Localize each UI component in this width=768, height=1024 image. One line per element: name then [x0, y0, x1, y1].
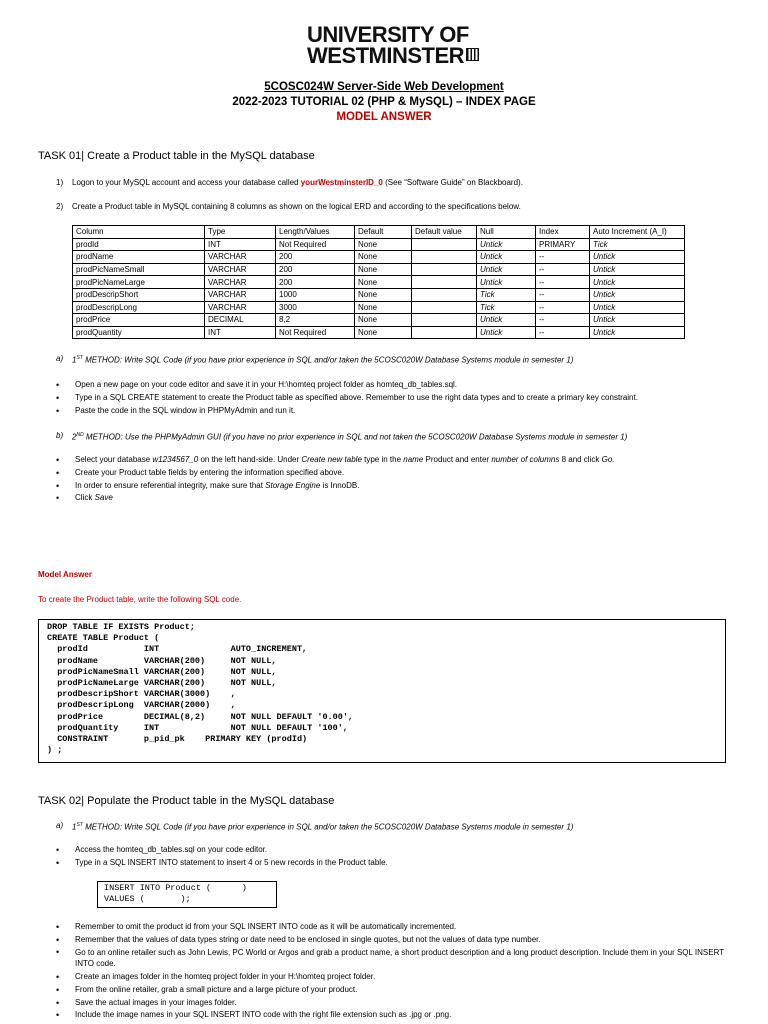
- sql-create-code-block: [38, 619, 726, 763]
- list-item: [56, 492, 736, 505]
- cell-default: None: [355, 326, 412, 339]
- cell-column: prodName: [73, 251, 205, 264]
- cell-default-value: [412, 238, 477, 251]
- method-a-number: 1: [72, 355, 77, 365]
- list-item: [56, 454, 736, 467]
- cell-default-value: [412, 276, 477, 289]
- text: type in the: [361, 455, 404, 464]
- cell-null: Tick: [477, 301, 536, 314]
- text: Click: [75, 493, 95, 503]
- list-item: • From the online retailer, grab a small picture and a large picture of your product.: [56, 984, 736, 997]
- cell-index: --: [536, 276, 590, 289]
- method-a-text: METHOD: Write SQL Code (if you have prior experience in SQL and/or taken the 5COSC020W Database Systems module in semester 1): [82, 355, 574, 365]
- method-b-label: b): [56, 431, 64, 440]
- table-header-cell: Index: [536, 226, 590, 239]
- cell-default: None: [355, 301, 412, 314]
- list-item: • Include the image names in your SQL INSERT INTO code with the right file extension such as .jpg or .png.: [56, 1009, 736, 1022]
- table-row: [73, 238, 685, 251]
- cell-default: None: [355, 314, 412, 327]
- cell-null: Tick: [477, 288, 536, 301]
- product-spec-table: [72, 225, 685, 339]
- task2-bullets-1: [56, 844, 736, 870]
- database-name: w1234567_0: [152, 455, 199, 464]
- ui-label: name: [403, 455, 424, 464]
- cell-auto-increment: Untick: [590, 251, 685, 264]
- ui-label: Go.: [601, 455, 615, 464]
- list-item: • Create your Product table fields by entering the information specified above.: [56, 467, 736, 480]
- cell-default: None: [355, 288, 412, 301]
- table-header-cell: Default value: [412, 226, 477, 239]
- list-item: • Remember to omit the product id from your SQL INSERT INTO code as it will be automatically incremented.: [56, 921, 736, 934]
- cell-default-value: [412, 314, 477, 327]
- table-header-cell: Auto Increment (A_I): [590, 226, 685, 239]
- step1-number: 1): [56, 178, 64, 187]
- cell-length: Not Required: [276, 238, 355, 251]
- task1-method-a: [56, 353, 574, 365]
- task2-method-a: [56, 820, 574, 832]
- method-a-number: 1: [72, 822, 77, 832]
- text: Product and enter: [423, 455, 492, 464]
- table-header-cell: Type: [205, 226, 276, 239]
- model-answer-label: Model Answer: [38, 570, 92, 579]
- logo-portcullis-icon: [466, 48, 479, 61]
- cell-index: --: [536, 251, 590, 264]
- cell-length: 200: [276, 251, 355, 264]
- university-logo: [307, 24, 482, 66]
- table-row: [73, 326, 685, 339]
- method-b-number: 2: [72, 432, 77, 442]
- model-answer-intro: To create the Product table, write the following SQL code.: [38, 595, 242, 604]
- table-header-cell: Null: [477, 226, 536, 239]
- cell-index: --: [536, 288, 590, 301]
- table-row: [73, 301, 685, 314]
- text: on the left hand-side. Under: [198, 455, 302, 464]
- table-row: [73, 251, 685, 264]
- cell-type: VARCHAR: [205, 301, 276, 314]
- method-a-text: METHOD: Write SQL Code (if you have prior experience in SQL and/or taken the 5COSC020W Database Systems module in semester 1): [82, 822, 574, 832]
- list-item: • Paste the code in the SQL window in PHPMyAdmin and run it.: [56, 405, 736, 418]
- ui-label: Create new table: [301, 455, 362, 464]
- cell-index: --: [536, 314, 590, 327]
- cell-length: 1000: [276, 288, 355, 301]
- task1-method-b: [56, 430, 628, 442]
- cell-auto-increment: Untick: [590, 314, 685, 327]
- task1-step1: [56, 177, 523, 188]
- task1-heading: TASK 01| Create a Product table in the MySQL database: [38, 150, 315, 162]
- cell-column: prodId: [73, 238, 205, 251]
- course-title: 5COSC024W Server-Side Web Development: [264, 81, 504, 93]
- cell-index: --: [536, 263, 590, 276]
- list-item: • Remember that the values of data types string or date need to be enclosed in single quotes, but not the values of data type number.: [56, 934, 736, 947]
- cell-null: Untick: [477, 326, 536, 339]
- list-item: • Type in a SQL INSERT INTO statement to insert 4 or 5 new records in the Product table.: [56, 857, 736, 870]
- method-a-bullets: [56, 379, 736, 417]
- ui-label: Save: [94, 493, 113, 503]
- task2-heading: TASK 02| Populate the Product table in the MySQL database: [38, 795, 335, 807]
- cell-length: 8,2: [276, 314, 355, 327]
- cell-length: 3000: [276, 301, 355, 314]
- cell-type: VARCHAR: [205, 276, 276, 289]
- model-answer-title: MODEL ANSWER: [336, 111, 432, 123]
- list-item: • Create an images folder in the homteq project folder in your H:\homteq project folder.: [56, 971, 736, 984]
- ui-label: number of columns: [491, 455, 560, 464]
- method-b-bullets: [56, 454, 736, 505]
- cell-length: 200: [276, 276, 355, 289]
- table-header-cell: Column: [73, 226, 205, 239]
- sql-insert-code: INSERT INTO Product ( ) VALUES ( );: [104, 883, 247, 904]
- cell-default-value: [412, 288, 477, 301]
- sql-create-code: DROP TABLE IF EXISTS Product; CREATE TABLE Product ( prodId INT AUTO_INCREMENT, prodName VARCHAR(200) NOT NULL, prodPicNameSmall VARCHAR(200) NOT NULL, prodPicNameLarge VARCHAR(200) NOT NULL, prodDescripShort VARCHAR(3000) , prodDescripLong VARCHAR(2000) , prodPrice DECIMAL(8,2) NOT NULL DEFAULT '0.00', prodQuantity INT NOT NULL DEFAULT '100', CONSTRAINT p_pid_pk PRIMARY KEY (prodId) ) ;: [47, 622, 354, 756]
- sql-insert-code-block: [97, 881, 277, 908]
- cell-column: prodPicNameSmall: [73, 263, 205, 276]
- cell-auto-increment: Untick: [590, 288, 685, 301]
- list-item: [56, 480, 736, 493]
- cell-column: prodDescripShort: [73, 288, 205, 301]
- table-row: [73, 314, 685, 327]
- cell-index: --: [536, 301, 590, 314]
- cell-length: Not Required: [276, 326, 355, 339]
- method-b-text: METHOD: Use the PHPMyAdmin GUI (if you have no prior experience in SQL and not taken the 5COSC020W Database Systems module in semester 1): [83, 432, 628, 442]
- cell-column: prodQuantity: [73, 326, 205, 339]
- step1-text-end: (See “Software Guide” on Blackboard).: [382, 178, 523, 187]
- method-a-ordinal: ST: [76, 822, 83, 828]
- cell-default-value: [412, 326, 477, 339]
- table-header-cell: Default: [355, 226, 412, 239]
- step2-number: 2): [56, 202, 64, 211]
- cell-null: Untick: [477, 251, 536, 264]
- step1-database-name: yourWestminsterID_0: [300, 178, 383, 187]
- cell-type: INT: [205, 238, 276, 251]
- cell-column: prodPicNameLarge: [73, 276, 205, 289]
- cell-column: prodDescripLong: [73, 301, 205, 314]
- method-a-label: a): [56, 821, 64, 830]
- cell-auto-increment: Untick: [590, 326, 685, 339]
- cell-default-value: [412, 251, 477, 264]
- table-header-row: [73, 226, 685, 239]
- method-a-label: a): [56, 354, 64, 363]
- task2-bullets-2: [56, 921, 736, 1022]
- tutorial-title: 2022-2023 TUTORIAL 02 (PHP & MySQL) – INDEX PAGE: [232, 96, 536, 108]
- list-item: • Access the homteq_db_tables.sql on your code editor.: [56, 844, 736, 857]
- table-row: [73, 263, 685, 276]
- method-a-ordinal: ST: [76, 355, 83, 361]
- text: is InnoDB.: [320, 480, 360, 490]
- cell-null: Untick: [477, 238, 536, 251]
- text: 8 and click: [559, 455, 602, 464]
- text: In order to ensure referential integrity, make sure that: [75, 480, 266, 490]
- cell-default: None: [355, 251, 412, 264]
- cell-auto-increment: Untick: [590, 276, 685, 289]
- table-header-cell: Length/Values: [276, 226, 355, 239]
- cell-default: None: [355, 238, 412, 251]
- cell-null: Untick: [477, 263, 536, 276]
- table-row: [73, 276, 685, 289]
- cell-column: prodPrice: [73, 314, 205, 327]
- ui-label: Storage Engine: [265, 480, 321, 490]
- list-item: • Save the actual images in your images folder.: [56, 997, 736, 1010]
- list-item: • Open a new page on your code editor and save it in your H:\homteq project folder as homteq_db_tables.sql.: [56, 379, 736, 392]
- cell-null: Untick: [477, 314, 536, 327]
- cell-default: None: [355, 263, 412, 276]
- table-row: [73, 288, 685, 301]
- step1-text: Logon to your MySQL account and access your database called: [72, 178, 301, 187]
- task1-step2: [56, 201, 521, 212]
- cell-auto-increment: Untick: [590, 301, 685, 314]
- cell-auto-increment: Untick: [590, 263, 685, 276]
- cell-length: 200: [276, 263, 355, 276]
- cell-type: VARCHAR: [205, 251, 276, 264]
- list-item: • Type in a SQL CREATE statement to create the Product table as specified above. Remember to use the right data types and to create a primary key constraint.: [56, 392, 736, 405]
- cell-index: PRIMARY: [536, 238, 590, 251]
- list-item: • Go to an online retailer such as John Lewis, PC World or Argos and grab a product name, a short product description and a long product description. Include them in your SQL INSERT INTO code.: [56, 947, 736, 970]
- cell-null: Untick: [477, 276, 536, 289]
- cell-type: VARCHAR: [205, 288, 276, 301]
- cell-default-value: [412, 263, 477, 276]
- cell-type: DECIMAL: [205, 314, 276, 327]
- cell-default-value: [412, 301, 477, 314]
- step2-text: Create a Product table in MySQL containing 8 columns as shown on the logical ERD and according to the specifications below.: [72, 202, 521, 211]
- cell-default: None: [355, 276, 412, 289]
- logo-line-1: UNIVERSITY OF: [307, 22, 469, 47]
- cell-auto-increment: Tick: [590, 238, 685, 251]
- logo-line-2: WESTMINSTER: [307, 43, 465, 68]
- method-b-ordinal: ND: [76, 432, 84, 438]
- cell-index: --: [536, 326, 590, 339]
- cell-type: VARCHAR: [205, 263, 276, 276]
- text: Select your database: [75, 455, 153, 464]
- cell-type: INT: [205, 326, 276, 339]
